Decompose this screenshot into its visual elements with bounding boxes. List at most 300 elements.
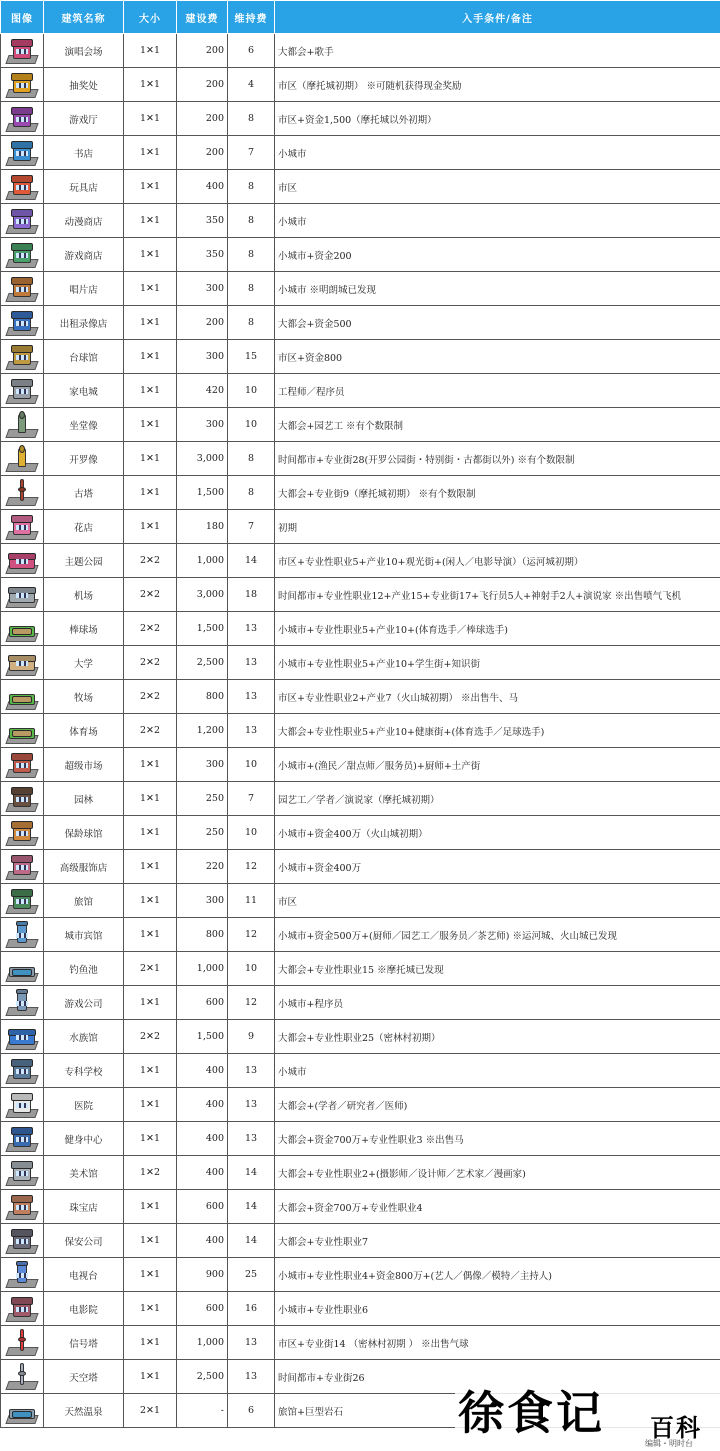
building-name: 医院 bbox=[44, 1088, 124, 1122]
building-size: 1✕1 bbox=[124, 476, 177, 510]
building-icon bbox=[6, 139, 38, 167]
building-cost: 300 bbox=[177, 408, 228, 442]
table-row bbox=[1, 1122, 720, 1156]
building-name: 开罗像 bbox=[44, 442, 124, 476]
building-size: 1✕1 bbox=[124, 1122, 177, 1156]
table-row bbox=[1, 952, 720, 986]
watermark bbox=[455, 1386, 720, 1451]
building-note: 小城市+(渔民／甜点师／服务员)+厨师+土产街 bbox=[275, 748, 720, 782]
building-image-cell bbox=[1, 238, 44, 272]
building-cost: 400 bbox=[177, 170, 228, 204]
building-name: 家电城 bbox=[44, 374, 124, 408]
building-image-cell bbox=[1, 272, 44, 306]
table-row bbox=[1, 374, 720, 408]
building-note: 小城市+资金400万（火山城初期） bbox=[275, 816, 720, 850]
building-upkeep: 4 bbox=[228, 68, 275, 102]
building-icon bbox=[6, 37, 38, 65]
table-row bbox=[1, 782, 720, 816]
building-note: 大都会+专业街9（摩托城初期） ※有个数限制 bbox=[275, 476, 720, 510]
building-image-cell bbox=[1, 1156, 44, 1190]
building-cost: 800 bbox=[177, 918, 228, 952]
building-cost: 420 bbox=[177, 374, 228, 408]
building-image-cell bbox=[1, 986, 44, 1020]
building-image-cell bbox=[1, 34, 44, 68]
building-note: 工程师／程序员 bbox=[275, 374, 720, 408]
building-note: 园艺工／学者／演说家（摩托城初期） bbox=[275, 782, 720, 816]
building-icon bbox=[6, 853, 38, 881]
table-row bbox=[1, 986, 720, 1020]
building-upkeep: 13 bbox=[228, 1360, 275, 1394]
building-size: 1✕1 bbox=[124, 170, 177, 204]
building-size: 1✕2 bbox=[124, 1156, 177, 1190]
table-row bbox=[1, 102, 720, 136]
building-icon bbox=[6, 649, 38, 677]
building-size: 1✕1 bbox=[124, 102, 177, 136]
building-name: 保安公司 bbox=[44, 1224, 124, 1258]
building-name: 高级服饰店 bbox=[44, 850, 124, 884]
building-image-cell bbox=[1, 748, 44, 782]
building-note: 大都会+(学者／研究者／医师) bbox=[275, 1088, 720, 1122]
building-icon bbox=[6, 1261, 38, 1289]
building-note: 市区 bbox=[275, 884, 720, 918]
building-cost: 300 bbox=[177, 272, 228, 306]
building-note: 小城市+专业性职业5+产业10+学生街+知识街 bbox=[275, 646, 720, 680]
building-size: 1✕1 bbox=[124, 1224, 177, 1258]
watermark-tiny: 编辑・明时台 bbox=[645, 1439, 693, 1448]
building-upkeep: 13 bbox=[228, 1088, 275, 1122]
building-icon bbox=[6, 1295, 38, 1323]
building-note: 市区 bbox=[275, 170, 720, 204]
building-size: 1✕1 bbox=[124, 374, 177, 408]
table-row bbox=[1, 748, 720, 782]
building-upkeep: 8 bbox=[228, 442, 275, 476]
building-cost: 3,000 bbox=[177, 578, 228, 612]
building-note: 小城市 bbox=[275, 1054, 720, 1088]
building-icon bbox=[6, 513, 38, 541]
building-upkeep: 8 bbox=[228, 272, 275, 306]
building-icon bbox=[6, 819, 38, 847]
building-name: 信号塔 bbox=[44, 1326, 124, 1360]
building-size: 1✕1 bbox=[124, 986, 177, 1020]
building-name: 唱片店 bbox=[44, 272, 124, 306]
header-note: 入手条件/备注 bbox=[275, 1, 720, 34]
building-size: 1✕1 bbox=[124, 884, 177, 918]
building-note: 小城市+资金500万+(厨师／园艺工／服务员／茶艺师) ※运河城、火山城已发现 bbox=[275, 918, 720, 952]
table-row bbox=[1, 918, 720, 952]
table-row bbox=[1, 272, 720, 306]
building-note: 大都会+资金500 bbox=[275, 306, 720, 340]
building-name: 大学 bbox=[44, 646, 124, 680]
table-row bbox=[1, 884, 720, 918]
building-note: 时间都市+专业街26 bbox=[275, 1360, 720, 1394]
building-note: 大都会+专业性职业2+(摄影师／设计师／艺术家／漫画家) bbox=[275, 1156, 720, 1190]
building-cost: 400 bbox=[177, 1054, 228, 1088]
table-row bbox=[1, 68, 720, 102]
building-image-cell bbox=[1, 476, 44, 510]
building-icon bbox=[6, 717, 38, 745]
building-note: 大都会+专业性职业15 ※摩托城已发现 bbox=[275, 952, 720, 986]
building-cost: 400 bbox=[177, 1156, 228, 1190]
building-image-cell bbox=[1, 1190, 44, 1224]
table-row bbox=[1, 714, 720, 748]
building-note: 市区+资金1,500（摩托城以外初期） bbox=[275, 102, 720, 136]
building-image-cell bbox=[1, 816, 44, 850]
building-name: 水族馆 bbox=[44, 1020, 124, 1054]
building-size: 1✕1 bbox=[124, 136, 177, 170]
building-size: 2✕2 bbox=[124, 714, 177, 748]
building-size: 1✕1 bbox=[124, 272, 177, 306]
building-image-cell bbox=[1, 544, 44, 578]
building-upkeep: 6 bbox=[228, 34, 275, 68]
building-size: 1✕1 bbox=[124, 204, 177, 238]
building-icon bbox=[6, 955, 38, 983]
building-note: 小城市 ※明朗城已发现 bbox=[275, 272, 720, 306]
table-row bbox=[1, 1088, 720, 1122]
building-note: 小城市 bbox=[275, 136, 720, 170]
table-row bbox=[1, 1020, 720, 1054]
building-icon bbox=[6, 105, 38, 133]
building-cost: 300 bbox=[177, 884, 228, 918]
building-note: 市区（摩托城初期） ※可随机获得现金奖励 bbox=[275, 68, 720, 102]
building-cost: 200 bbox=[177, 102, 228, 136]
building-icon bbox=[6, 1363, 38, 1391]
building-note: 大都会+资金700万+专业性职业4 bbox=[275, 1190, 720, 1224]
building-cost: 200 bbox=[177, 34, 228, 68]
building-upkeep: 8 bbox=[228, 476, 275, 510]
table-row bbox=[1, 408, 720, 442]
building-note: 小城市+资金400万 bbox=[275, 850, 720, 884]
building-cost: 250 bbox=[177, 816, 228, 850]
building-size: 1✕1 bbox=[124, 238, 177, 272]
table-row bbox=[1, 1190, 720, 1224]
building-note: 小城市+专业性职业6 bbox=[275, 1292, 720, 1326]
building-upkeep: 14 bbox=[228, 1190, 275, 1224]
building-icon bbox=[6, 1159, 38, 1187]
watermark-sub: 百科 bbox=[650, 1413, 702, 1442]
building-image-cell bbox=[1, 68, 44, 102]
building-name: 游戏公司 bbox=[44, 986, 124, 1020]
building-upkeep: 8 bbox=[228, 238, 275, 272]
table-row bbox=[1, 136, 720, 170]
building-cost: 400 bbox=[177, 1088, 228, 1122]
building-cost: 220 bbox=[177, 850, 228, 884]
building-image-cell bbox=[1, 408, 44, 442]
building-upkeep: 13 bbox=[228, 1326, 275, 1360]
building-size: 2✕2 bbox=[124, 646, 177, 680]
building-note: 大都会+园艺工 ※有个数限制 bbox=[275, 408, 720, 442]
building-name: 珠宝店 bbox=[44, 1190, 124, 1224]
table-row bbox=[1, 850, 720, 884]
building-name: 电影院 bbox=[44, 1292, 124, 1326]
table-row bbox=[1, 238, 720, 272]
table-row bbox=[1, 544, 720, 578]
building-note: 大都会+歌手 bbox=[275, 34, 720, 68]
building-image-cell bbox=[1, 374, 44, 408]
building-size: 2✕2 bbox=[124, 544, 177, 578]
building-size: 1✕1 bbox=[124, 918, 177, 952]
table-row bbox=[1, 170, 720, 204]
building-image-cell bbox=[1, 918, 44, 952]
building-size: 1✕1 bbox=[124, 340, 177, 374]
building-image-cell bbox=[1, 1360, 44, 1394]
building-upkeep: 14 bbox=[228, 1224, 275, 1258]
table-row bbox=[1, 1292, 720, 1326]
building-icon bbox=[6, 785, 38, 813]
building-cost: 200 bbox=[177, 306, 228, 340]
building-note: 市区+资金800 bbox=[275, 340, 720, 374]
building-image-cell bbox=[1, 102, 44, 136]
building-size: 1✕1 bbox=[124, 34, 177, 68]
building-image-cell bbox=[1, 136, 44, 170]
building-cost: 400 bbox=[177, 1122, 228, 1156]
building-cost: 1,200 bbox=[177, 714, 228, 748]
building-name: 机场 bbox=[44, 578, 124, 612]
building-icon bbox=[6, 581, 38, 609]
building-cost: 250 bbox=[177, 782, 228, 816]
building-cost: 1,000 bbox=[177, 952, 228, 986]
table-row bbox=[1, 1326, 720, 1360]
building-image-cell bbox=[1, 1020, 44, 1054]
building-name: 旅馆 bbox=[44, 884, 124, 918]
building-upkeep: 6 bbox=[228, 1394, 275, 1428]
building-size: 1✕1 bbox=[124, 1088, 177, 1122]
building-icon bbox=[6, 921, 38, 949]
building-upkeep: 7 bbox=[228, 510, 275, 544]
building-cost: 1,500 bbox=[177, 612, 228, 646]
building-note: 时间都市+专业性职业12+产业15+专业街17+飞行员5人+神射手2人+演说家 ※出售喷气飞机 bbox=[275, 578, 720, 612]
building-size: 2✕2 bbox=[124, 680, 177, 714]
building-image-cell bbox=[1, 612, 44, 646]
building-name: 牧场 bbox=[44, 680, 124, 714]
building-size: 1✕1 bbox=[124, 816, 177, 850]
table-row bbox=[1, 306, 720, 340]
table-row bbox=[1, 340, 720, 374]
building-image-cell bbox=[1, 884, 44, 918]
building-icon bbox=[6, 241, 38, 269]
building-size: 1✕1 bbox=[124, 748, 177, 782]
building-image-cell bbox=[1, 1292, 44, 1326]
building-cost: 2,500 bbox=[177, 1360, 228, 1394]
building-size: 2✕2 bbox=[124, 578, 177, 612]
building-cost: 1,000 bbox=[177, 544, 228, 578]
table-row bbox=[1, 476, 720, 510]
building-name: 电视台 bbox=[44, 1258, 124, 1292]
watermark-main: 徐食记 bbox=[458, 1386, 605, 1440]
building-image-cell bbox=[1, 1224, 44, 1258]
building-name: 主题公园 bbox=[44, 544, 124, 578]
building-icon bbox=[6, 343, 38, 371]
header-cost: 建设费 bbox=[177, 1, 228, 34]
building-name: 坐堂像 bbox=[44, 408, 124, 442]
building-note: 时间都市+专业街28(开罗公园街・特别街・古都街以外) ※有个数限制 bbox=[275, 442, 720, 476]
header-image: 图像 bbox=[1, 1, 44, 34]
building-image-cell bbox=[1, 850, 44, 884]
building-icon bbox=[6, 71, 38, 99]
building-icon bbox=[6, 275, 38, 303]
building-image-cell bbox=[1, 1326, 44, 1360]
building-name: 天然温泉 bbox=[44, 1394, 124, 1428]
building-upkeep: 10 bbox=[228, 748, 275, 782]
building-image-cell bbox=[1, 340, 44, 374]
building-name: 专科学校 bbox=[44, 1054, 124, 1088]
building-name: 书店 bbox=[44, 136, 124, 170]
table-row bbox=[1, 1258, 720, 1292]
building-image-cell bbox=[1, 680, 44, 714]
building-upkeep: 25 bbox=[228, 1258, 275, 1292]
building-size: 1✕1 bbox=[124, 1190, 177, 1224]
building-upkeep: 8 bbox=[228, 204, 275, 238]
building-upkeep: 13 bbox=[228, 680, 275, 714]
building-image-cell bbox=[1, 1258, 44, 1292]
building-cost: 200 bbox=[177, 68, 228, 102]
building-cost: 600 bbox=[177, 1190, 228, 1224]
table-row bbox=[1, 816, 720, 850]
building-image-cell bbox=[1, 1394, 44, 1428]
building-icon bbox=[6, 1125, 38, 1153]
building-icon bbox=[6, 1329, 38, 1357]
building-upkeep: 14 bbox=[228, 1156, 275, 1190]
building-cost: 350 bbox=[177, 238, 228, 272]
building-note: 小城市+程序员 bbox=[275, 986, 720, 1020]
building-size: 1✕1 bbox=[124, 1326, 177, 1360]
building-upkeep: 7 bbox=[228, 782, 275, 816]
building-name: 体育场 bbox=[44, 714, 124, 748]
building-upkeep: 13 bbox=[228, 646, 275, 680]
building-cost: 350 bbox=[177, 204, 228, 238]
building-cost: 1,000 bbox=[177, 1326, 228, 1360]
building-note: 市区+专业性职业5+产业10+观光街+(闲人／电影导演）（运河城初期） bbox=[275, 544, 720, 578]
building-image-cell bbox=[1, 646, 44, 680]
building-icon bbox=[6, 445, 38, 473]
table-row bbox=[1, 612, 720, 646]
building-icon bbox=[6, 547, 38, 575]
building-name: 美术馆 bbox=[44, 1156, 124, 1190]
building-image-cell bbox=[1, 1122, 44, 1156]
building-note: 初期 bbox=[275, 510, 720, 544]
building-upkeep: 14 bbox=[228, 544, 275, 578]
building-icon bbox=[6, 1091, 38, 1119]
building-image-cell bbox=[1, 714, 44, 748]
building-image-cell bbox=[1, 1088, 44, 1122]
building-name: 游戏厅 bbox=[44, 102, 124, 136]
building-icon bbox=[6, 683, 38, 711]
building-cost: 600 bbox=[177, 986, 228, 1020]
building-name: 花店 bbox=[44, 510, 124, 544]
building-cost: 600 bbox=[177, 1292, 228, 1326]
building-note: 市区+专业性职业2+产业7（火山城初期） ※出售牛、马 bbox=[275, 680, 720, 714]
building-name: 园林 bbox=[44, 782, 124, 816]
building-note: 大都会+专业性职业5+产业10+健康街+(体育选手／足球选手) bbox=[275, 714, 720, 748]
building-size: 1✕1 bbox=[124, 510, 177, 544]
building-name: 古塔 bbox=[44, 476, 124, 510]
building-size: 2✕1 bbox=[124, 1394, 177, 1428]
building-icon bbox=[6, 1023, 38, 1051]
building-cost: 2,500 bbox=[177, 646, 228, 680]
building-name: 玩具店 bbox=[44, 170, 124, 204]
building-upkeep: 12 bbox=[228, 986, 275, 1020]
table-row bbox=[1, 1156, 720, 1190]
header-name: 建筑名称 bbox=[44, 1, 124, 34]
building-note: 大都会+专业性职业25（密林村初期） bbox=[275, 1020, 720, 1054]
building-icon bbox=[6, 989, 38, 1017]
building-cost: 180 bbox=[177, 510, 228, 544]
table-row bbox=[1, 204, 720, 238]
table-row bbox=[1, 510, 720, 544]
building-note: 小城市 bbox=[275, 204, 720, 238]
building-upkeep: 13 bbox=[228, 1122, 275, 1156]
building-name: 保龄球馆 bbox=[44, 816, 124, 850]
building-name: 钓鱼池 bbox=[44, 952, 124, 986]
building-cost: - bbox=[177, 1394, 228, 1428]
building-upkeep: 7 bbox=[228, 136, 275, 170]
table-row bbox=[1, 34, 720, 68]
building-image-cell bbox=[1, 442, 44, 476]
building-icon bbox=[6, 751, 38, 779]
header-size: 大小 bbox=[124, 1, 177, 34]
building-note: 大都会+专业性职业7 bbox=[275, 1224, 720, 1258]
building-icon bbox=[6, 173, 38, 201]
building-icon bbox=[6, 1193, 38, 1221]
building-upkeep: 10 bbox=[228, 952, 275, 986]
building-icon bbox=[6, 207, 38, 235]
building-cost: 3,000 bbox=[177, 442, 228, 476]
building-icon bbox=[6, 479, 38, 507]
building-size: 1✕1 bbox=[124, 306, 177, 340]
building-image-cell bbox=[1, 510, 44, 544]
building-icon bbox=[6, 1057, 38, 1085]
table-row bbox=[1, 442, 720, 476]
building-name: 城市宾馆 bbox=[44, 918, 124, 952]
building-upkeep: 12 bbox=[228, 918, 275, 952]
building-name: 健身中心 bbox=[44, 1122, 124, 1156]
building-cost: 1,500 bbox=[177, 1020, 228, 1054]
building-upkeep: 8 bbox=[228, 102, 275, 136]
building-icon bbox=[6, 377, 38, 405]
building-size: 1✕1 bbox=[124, 1258, 177, 1292]
table-row bbox=[1, 578, 720, 612]
building-image-cell bbox=[1, 782, 44, 816]
building-cost: 900 bbox=[177, 1258, 228, 1292]
building-upkeep: 11 bbox=[228, 884, 275, 918]
building-name: 动漫商店 bbox=[44, 204, 124, 238]
building-note: 小城市+资金200 bbox=[275, 238, 720, 272]
building-name: 游戏商店 bbox=[44, 238, 124, 272]
building-upkeep: 13 bbox=[228, 612, 275, 646]
building-upkeep: 12 bbox=[228, 850, 275, 884]
building-image-cell bbox=[1, 170, 44, 204]
building-note: 小城市+专业性职业5+产业10+(体育选手／棒球选手) bbox=[275, 612, 720, 646]
building-upkeep: 13 bbox=[228, 714, 275, 748]
building-size: 1✕1 bbox=[124, 850, 177, 884]
building-note: 小城市+专业性职业4+资金800万+(艺人／偶像／模特／主持人) bbox=[275, 1258, 720, 1292]
table-header-row bbox=[1, 1, 720, 34]
header-upkeep: 维持费 bbox=[228, 1, 275, 34]
building-upkeep: 16 bbox=[228, 1292, 275, 1326]
table-row bbox=[1, 680, 720, 714]
building-size: 1✕1 bbox=[124, 1292, 177, 1326]
building-upkeep: 8 bbox=[228, 170, 275, 204]
table-row bbox=[1, 1054, 720, 1088]
building-icon bbox=[6, 309, 38, 337]
building-icon bbox=[6, 887, 38, 915]
building-name: 出租录像店 bbox=[44, 306, 124, 340]
building-image-cell bbox=[1, 306, 44, 340]
building-icon bbox=[6, 1227, 38, 1255]
building-image-cell bbox=[1, 1054, 44, 1088]
building-cost: 200 bbox=[177, 136, 228, 170]
building-size: 2✕2 bbox=[124, 612, 177, 646]
building-name: 棒球场 bbox=[44, 612, 124, 646]
